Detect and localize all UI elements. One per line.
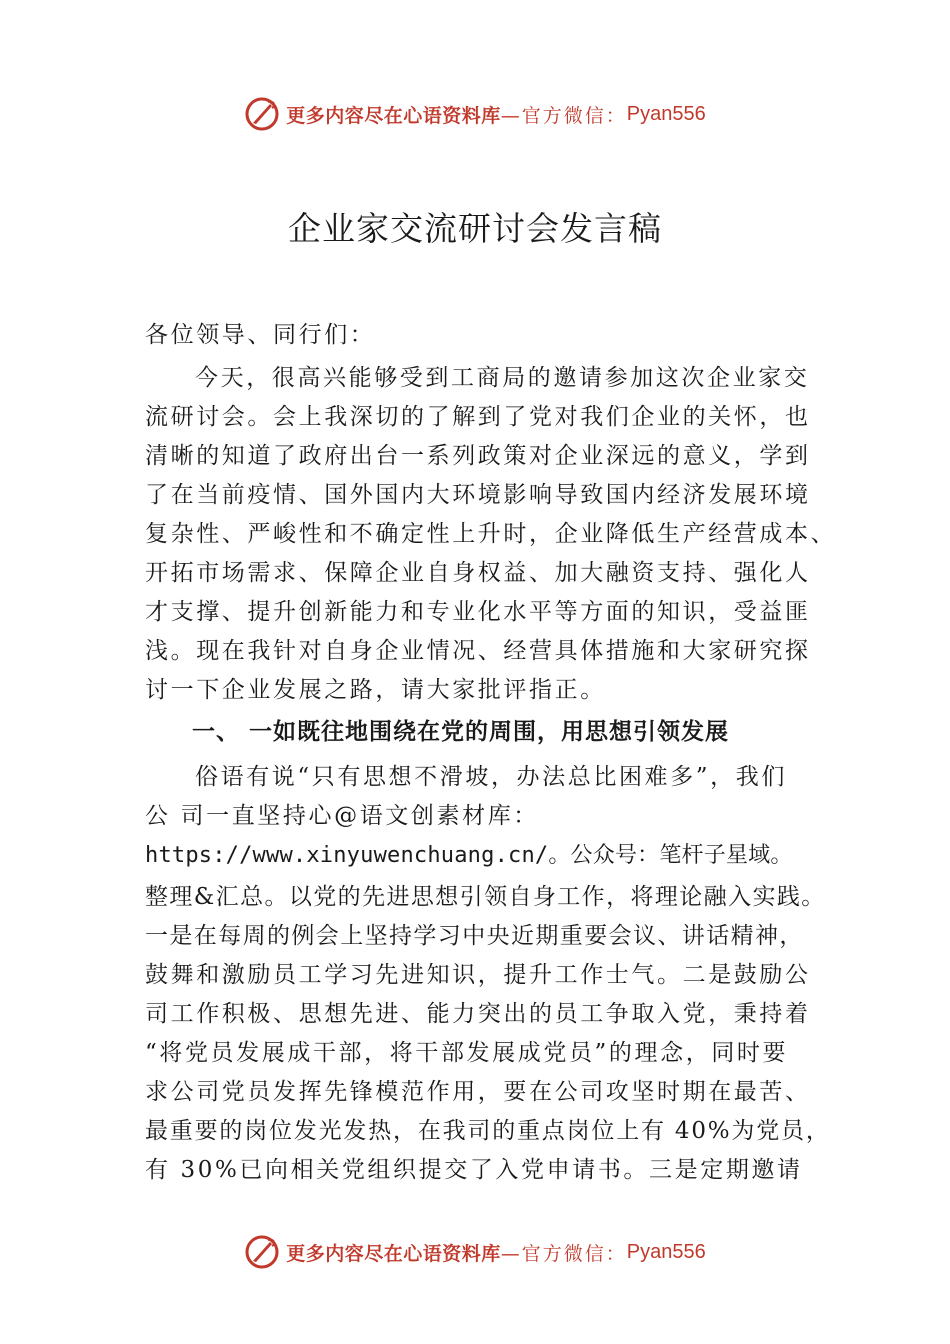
body-line: 一是在每周的例会上坚持学习中央近期重要会议、讲话精神， [145,923,804,949]
banner-main-text: 更多内容尽在心语资料库 [286,1242,501,1265]
body-line: 有 30%已向相关党组织提交了入党申请书。三是定期邀请 [145,1157,803,1183]
document-title: 企业家交流研讨会发言稿 [288,209,662,248]
banner-wechat-id: Pyan556 [626,102,706,125]
body-line: 公 司一直坚持心@语文创素材库： [145,803,539,829]
body-line: 今天，很高兴能够受到工商局的邀请参加这次企业家交 [195,365,810,391]
body-line: 鼓舞和激励员工学习先进知识，提升工作士气。二是鼓励公 [145,962,811,988]
quill-logo-icon [244,96,280,132]
body-line: 讨一下企业发展之路，请大家批评指正。 [145,677,606,703]
header-banner [0,94,950,134]
body-line-url: https://www.xinyuwenchuang.cn/。公众号：笔杆子星域。 [145,843,793,868]
banner-main-text: 更多内容尽在心语资料库 [286,104,501,127]
banner-sub-text: —官方微信： [500,104,627,127]
quill-logo-icon [244,1234,280,1270]
body-line: 司工作积极、思想先进、能力突出的员工争取入党，秉持着 [145,1001,811,1027]
banner-wechat-id: Pyan556 [626,1240,706,1263]
body-line: 复杂性、严峻性和不确定性上升时，企业降低生产经营成本、 [145,521,837,547]
section-heading: 一、 一如既往地围绕在党的周围，用思想引领发展 [192,719,730,745]
body-line: 求公司党员发挥先锋模范作用，要在公司攻坚时期在最苦、 [145,1079,811,1105]
body-line: 浅。现在我针对自身企业情况、经营具体措施和大家研究探 [145,638,811,664]
salutation: 各位领导、同行们： [145,322,376,348]
banner-sub-text: —官方微信： [500,1242,627,1265]
body-line: 才支撑、提升创新能力和专业化水平等方面的知识，受益匪 [145,599,811,625]
body-line: 最重要的岗位发光发热，在我司的重点岗位上有 40%为党员， [145,1118,831,1144]
body-line: 俗语有说“只有思想不滑坡，办法总比困难多”，我们 [195,764,787,790]
body-line: 了在当前疫情、国外国内大环境影响导致国内经济发展环境 [145,482,811,508]
body-line: 清晰的知道了政府出台一系列政策对企业深远的意义，学到 [145,443,811,469]
footer-banner [0,1232,950,1272]
body-line: 开拓市场需求、保障企业自身权益、加大融资支持、强化人 [145,560,811,586]
body-line: “将党员发展成干部，将干部发展成党员”的理念，同时要 [145,1040,789,1066]
body-line: 流研讨会。会上我深切的了解到了党对我们企业的关怀，也 [145,404,811,430]
body-line: 整理&汇总。以党的先进思想引领自身工作，将理论融入实践。 [145,884,826,910]
